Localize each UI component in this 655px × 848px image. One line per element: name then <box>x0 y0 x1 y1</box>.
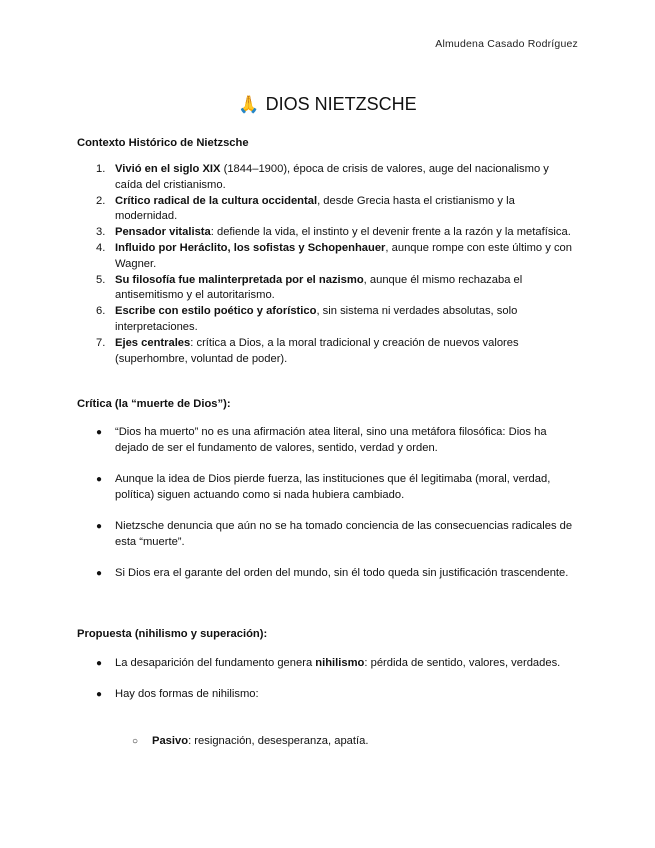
list-item: 2. Crítico radical de la cultura occidental, desde Grecia hasta el cristianismo y la modernidad. <box>96 194 515 223</box>
bullet-icon: ● <box>96 473 103 485</box>
context-list <box>77 162 577 368</box>
context-heading: Contexto Histórico de Nietzsche <box>77 137 249 149</box>
list-item: 3. Pensador vitalista: defiende la vida, el instinto y el devenir frente a la razón y la metafísica. <box>96 226 571 239</box>
bullet-icon: ● <box>96 689 103 701</box>
list-item: ● “Dios ha muerto” no es una afirmación atea literal, sino una metáfora filosófica: Dios ha dejado de ser el fundamento de valores, sentido, verdad y orden. <box>96 426 547 454</box>
bullet-icon: ● <box>96 567 103 579</box>
list-item: 4. Influido por Heráclito, los sofistas y Schopenhauer, aunque rompe con este último y con Wagner. <box>96 242 572 270</box>
praying-hands-icon: 🙏 <box>238 95 260 114</box>
bullet-icon: ● <box>96 520 103 532</box>
bullet-icon: ● <box>96 427 103 438</box>
propuesta-heading: Propuesta (nihilismo y superación): <box>77 628 268 640</box>
propuesta-list <box>77 656 577 703</box>
list-item: 1. Vivió en el siglo XIX (1844–1900), época de crisis de valores, auge del nacionalismo y caída del cristianismo. <box>96 163 549 191</box>
list-item: 7. Ejes centrales: crítica a Dios, a la moral tradicional y creación de nuevos valores (superhombre, voluntad de poder). <box>96 337 519 365</box>
circle-bullet-icon: ○ <box>132 736 139 747</box>
author-name: Almudena Casado Rodríguez <box>435 38 578 50</box>
page-title <box>0 94 655 115</box>
list-item: 6. Escribe con estilo poético y aforístico, sin sistema ni verdades absolutas, solo interpretaciones. <box>96 305 518 333</box>
critica-heading: Crítica (la “muerte de Dios”): <box>77 398 231 410</box>
list-item: ● La desaparición del fundamento genera nihilismo: pérdida de sentido, valores, verdades. <box>77 656 577 672</box>
list-item: ● Aunque la idea de Dios pierde fuerza, las instituciones que él legitimaba (moral, verdad, política) siguen actuando como si nada hubiera cambiado. <box>96 472 551 501</box>
list-item: ● Si Dios era el garante del orden del mundo, sin él todo queda sin justificación trascendente. <box>77 566 577 582</box>
list-item: ● Hay dos formas de nihilismo: <box>77 687 577 703</box>
list-item: ● Nietzsche denuncia que aún no se ha tomado conciencia de las consecuencias radicales de esta “muerte”. <box>96 519 573 548</box>
list-item: 5. Su filosofía fue malinterpretada por el nazismo, aunque él mismo rechazaba el antisemitismo y el autoritarismo. <box>96 273 523 302</box>
bullet-icon: ● <box>96 658 103 669</box>
page-title-text: DIOS NIETZSCHE <box>265 94 417 114</box>
critica-list <box>77 425 577 581</box>
